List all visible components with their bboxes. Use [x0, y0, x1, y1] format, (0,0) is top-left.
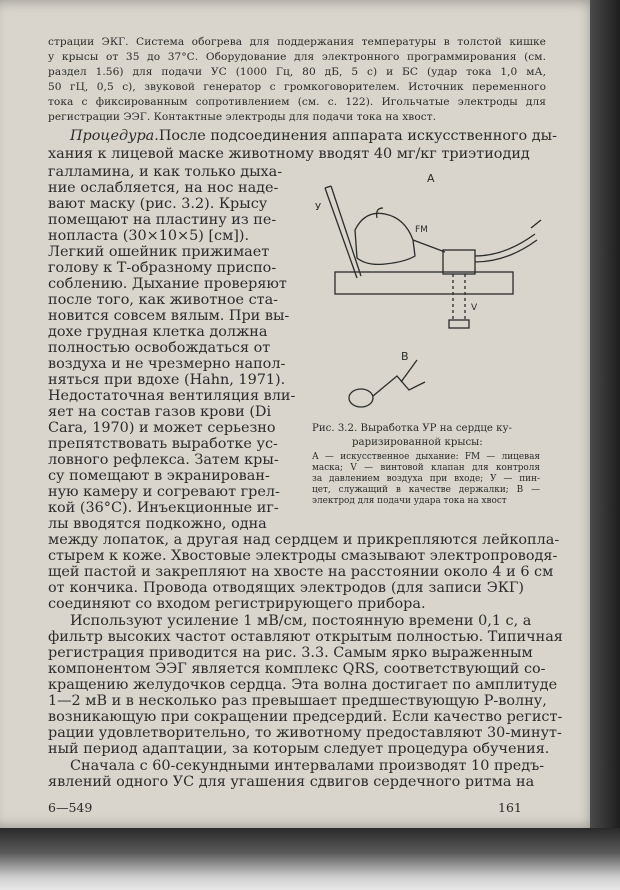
body-line: между лопаток, а другая над сердцем и прикрепляются лейкопла- — [48, 532, 560, 548]
left-line: помещают на пластину из пе- — [48, 212, 277, 228]
body-line: Используют усиление 1 мВ/см, постоянную времени 0,1 с, а — [70, 613, 532, 629]
body-line: регистрация приводится на рис. 3.3. Самым ярко выраженным — [48, 645, 533, 661]
left-line: лы вводятся подкожно, одна — [48, 516, 267, 532]
book-spine-shadow — [590, 0, 620, 828]
airflow-arrow — [531, 220, 541, 228]
caption-note: цет, служащий в качестве держалки; В — — [312, 485, 540, 495]
tweezers-shape — [331, 186, 361, 276]
printer-signature: 6—549 — [48, 800, 93, 815]
label-a: А — [427, 172, 435, 185]
small-line: у крысы от 35 до 37°С. Оборудование для электронного программирования (см. — [48, 51, 546, 63]
left-line: Недостаточная вентиляция вли- — [48, 388, 296, 404]
caption-title-2: раризированной крысы: — [352, 437, 483, 448]
small-line: тока с фиксированным сопротивлением (см. с. 122). Игольчатые электроды для — [48, 96, 546, 108]
body-line: 1—2 мВ и в несколько раз превышает предшествующую Р-волну, — [48, 693, 547, 709]
foam-platform — [335, 272, 513, 294]
left-line: Cara, 1970) и может серьезно — [48, 420, 276, 436]
left-line: препятствовать выработке ус- — [48, 436, 278, 452]
body-line: от кончика. Провода отводящих электродов (для записи ЭКГ) — [48, 580, 524, 596]
body-line: щей пастой и закрепляют на хвосте на расстоянии около 4 и 6 см — [48, 564, 554, 580]
caption-note: А — искусственное дыхание: FM — лицевая — [312, 452, 540, 462]
air-tube — [475, 240, 537, 262]
left-line: кой (36°С). Инъекционные иг- — [48, 500, 279, 516]
left-line: су помещают в экранирован- — [48, 468, 270, 484]
body-line: стырем к коже. Хвостовые электроды смазывают электропроводя- — [48, 548, 558, 564]
left-line: голову к Т-образному приспо- — [48, 260, 277, 276]
tweezers-shape — [325, 188, 357, 278]
caption-note: электрод для подачи удара тока на хвост — [312, 496, 507, 506]
left-line: нопласта (30×10×5) [см]). — [48, 228, 250, 244]
procedure-line-2: хания к лицевой маске животному вводят 40 мг/кг триэтиодид — [48, 146, 530, 162]
scan-bottom-edge — [0, 828, 620, 890]
label-v: V — [471, 303, 478, 313]
body-line: компонентом ЭЭГ является комплекс QRS, соответствующий со- — [48, 661, 546, 677]
body-line: ный период адаптации, за которым следует процедура обучения. — [48, 741, 550, 757]
left-line: после того, как животное ста- — [48, 292, 279, 308]
valve-body — [449, 320, 469, 328]
body-line: рации удовлетворительно, то животному предоставляют 30-минут- — [48, 725, 562, 741]
procedure-heading: Процедура. — [70, 128, 159, 144]
small-line: 50 гЦ, 0,5 с), звуковой генератор с громкоговорителем. Источник переменного — [48, 81, 546, 93]
body-line: явлений одного УС для угашения сдвигов сердечного ритма на — [48, 774, 535, 790]
procedure-first-line — [70, 128, 557, 144]
body-line: возникающую при сокращении предсердий. Если качество регист- — [48, 709, 563, 725]
left-line: ние ослабляется, на нос наде- — [48, 180, 279, 196]
left-line: новится совсем вялым. При вы- — [48, 308, 290, 324]
procedure-first-line-text: После подсоединения аппарата искусственного ды- — [158, 128, 557, 144]
left-line: Легкий ошейник прижимает — [48, 244, 270, 260]
left-line: галламина, и как только дыха- — [48, 164, 283, 180]
page-number: 161 — [498, 800, 522, 815]
label-b: В — [401, 350, 409, 363]
body-line: соединяют со входом регистрирующего прибора. — [48, 596, 426, 612]
tail-electrode-wire — [373, 360, 425, 396]
body-line: Сначала с 60-секундными интервалами производят 10 предъ- — [70, 758, 545, 774]
face-mask-block — [443, 250, 475, 274]
rat-apparatus-illustration — [305, 170, 545, 415]
valve-line — [453, 274, 465, 320]
left-line: ную камеру и согревают грел- — [48, 484, 280, 500]
left-line: воздуха и не чрезмерно напол- — [48, 356, 286, 372]
left-line: вают маску (рис. 3.2). Крысу — [48, 196, 268, 212]
tweezers-shape — [325, 186, 331, 188]
label-y: У — [315, 202, 322, 213]
small-line: страции ЭКГ. Система обогрева для поддержания температуры в толстой кишке — [48, 36, 546, 48]
figure-3-2 — [305, 170, 545, 415]
body-line: кращению желудочков сердца. Эта волна достигает по амплитуде — [48, 677, 558, 693]
body-line: фильтр высоких частот оставляют открытым полностью. Типичная — [48, 629, 563, 645]
rat-head — [355, 213, 415, 264]
small-line: раздел 1.56) для подачи УС (1000 Гц, 80 дБ, 5 с) и БС (удар тока 1,0 мА, — [48, 66, 546, 78]
left-line: полностью освобождаться от — [48, 340, 271, 356]
left-line: яет на состав газов крови (Di — [48, 404, 272, 420]
air-tube — [475, 234, 535, 256]
caption-note: за давлением воздуха при входе; У — пин- — [312, 474, 540, 484]
caption-note: маска; V — винтовой клапан для контроля — [312, 463, 540, 473]
left-line: няться при вдохе (Hahn, 1971). — [48, 372, 286, 388]
mask-connector — [413, 240, 445, 252]
label-fm: FM — [415, 225, 428, 235]
caption-title-1: Рис. 3.2. Выработка УР на сердце ку- — [312, 423, 512, 434]
small-line: регистрации ЭЭГ. Контактные электроды для подачи тока на хвост. — [48, 111, 437, 123]
left-line: доxе грудная клетка должна — [48, 324, 268, 340]
left-line: ловного рефлекса. Затем кры- — [48, 452, 279, 468]
tail-electrode-coil — [349, 389, 373, 407]
left-line: соблению. Дыхание проверяют — [48, 276, 287, 292]
